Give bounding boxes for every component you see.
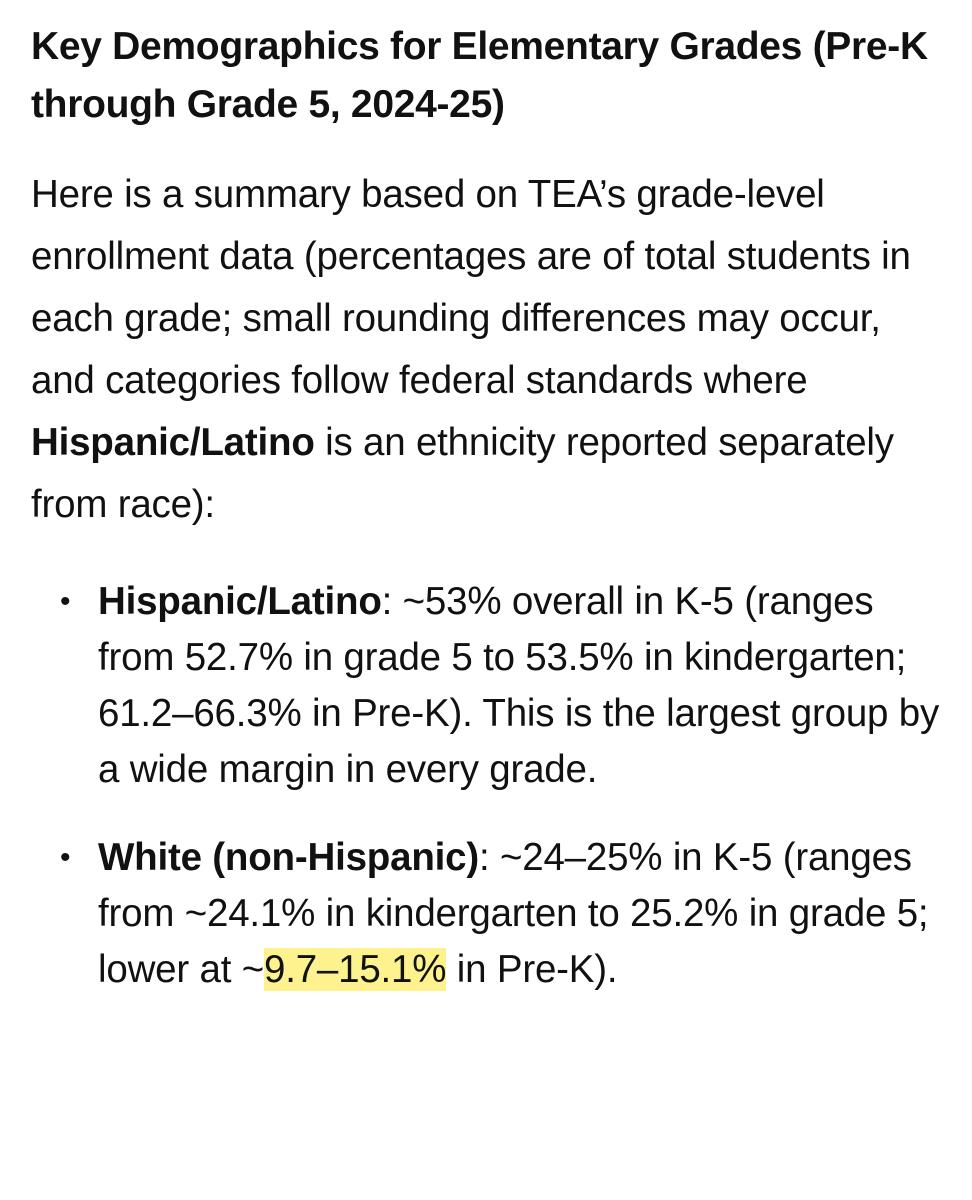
list-item-text-end: in Pre-K). — [446, 948, 618, 991]
bullet-icon: • — [60, 841, 71, 874]
list-item-text: : ~53% overall in K-5 (ranges from 52.7% in grade 5 to 53.5% in kindergarten; 61.2–66.3% in Pre-K). This is the largest group by a wide margin in every grade. — [98, 580, 940, 791]
list-item-label: White (non-Hispanic) — [98, 836, 479, 879]
intro-text-end: is an ethnicity reported separately from race): — [31, 421, 894, 526]
demographics-list — [31, 536, 942, 998]
intro-bold-term: Hispanic/Latino — [31, 421, 315, 464]
intro-text: Here is a summary based on TEA’s grade-level enrollment data (percentages are of total students in each grade; small rounding differences may occur, and categories follow federal standards where — [31, 173, 911, 402]
intro-paragraph — [31, 134, 942, 536]
list-item-hispanic — [31, 574, 942, 798]
list-item-label: Hispanic/Latino — [98, 580, 382, 623]
page-title: Key Demographics for Elementary Grades (Pre-K through Grade 5, 2024-25) — [31, 25, 928, 126]
list-item-text: : ~24–25% in K-5 (ranges from ~24.1% in kindergarten to 25.2% in grade 5; lower at ~ — [98, 836, 929, 991]
list-item-white — [31, 830, 942, 998]
highlighted-text: 9.7–15.1% — [264, 948, 447, 991]
bullet-icon: • — [60, 585, 71, 618]
